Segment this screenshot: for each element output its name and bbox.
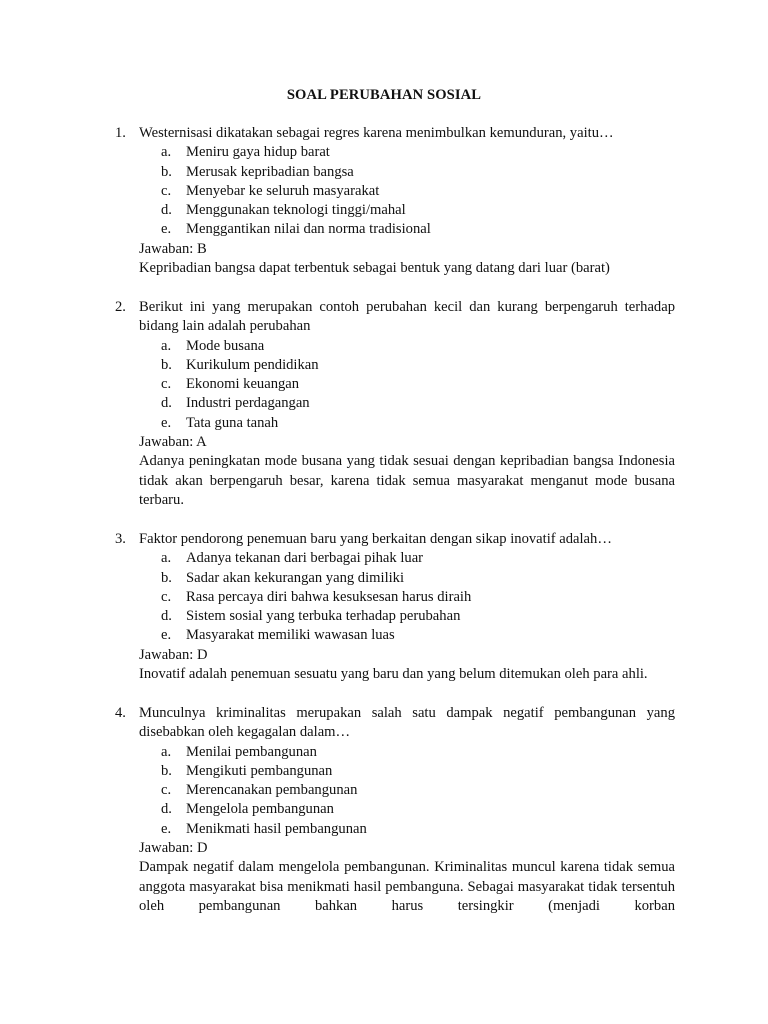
option-text: Tata guna tanah [186,414,279,431]
option-item [115,781,675,800]
option-text: Meniru gaya hidup barat [186,144,330,161]
option-text: Mengikuti pembangunan [186,762,333,779]
question-stem [115,298,675,337]
option-letter: e. [161,414,172,431]
option-text: Menggantikan nilai dan norma tradisional [186,221,431,238]
option-letter: e. [161,627,172,644]
question-text: Munculnya kriminalitas merupakan salah satu dampak negatif pembangunan yang disebabkan oleh kegagalan dalam… [139,705,675,741]
option-item [115,626,675,645]
option-text: Menilai pembangunan [186,743,317,760]
option-letter: a. [161,550,172,567]
option-item [115,182,675,201]
option-item [115,143,675,162]
option-letter: d. [161,801,172,818]
question-3 [115,530,675,684]
option-text: Mengelola pembangunan [186,801,334,818]
option-text: Merencanakan pembangunan [186,782,358,799]
option-list [115,743,675,839]
option-text: Menyebar ke seluruh masyarakat [186,182,380,199]
answer-label: Jawaban: B [139,240,207,257]
question-text: Faktor pendorong penemuan baru yang berkaitan dengan sikap inovatif adalah… [139,531,612,547]
option-list [115,337,675,433]
option-letter: a. [161,144,172,161]
question-number: 2. [115,299,126,315]
question-4 [115,704,675,916]
option-letter: d. [161,202,172,219]
answer-label: Jawaban: D [139,840,208,857]
option-item [115,569,675,588]
question-number: 3. [115,531,126,547]
answer-explanation: Kepribadian bangsa dapat terbentuk sebagai bentuk yang datang dari luar (barat) [139,260,610,277]
question-stem [115,704,675,743]
answer-label: Jawaban: D [139,646,208,663]
question-number: 1. [115,125,126,141]
option-list [115,143,675,239]
option-letter: e. [161,820,172,837]
option-text: Industri perdagangan [186,395,310,412]
question-1 [115,124,675,278]
option-text: Menikmati hasil pembangunan [186,820,367,837]
option-letter: b. [161,356,172,373]
option-text: Sistem sosial yang terbuka terhadap perubahan [186,608,461,625]
option-letter: c. [161,182,172,199]
option-item [115,220,675,239]
option-item [115,163,675,182]
option-letter: c. [161,588,172,605]
option-letter: e. [161,221,172,238]
option-item [115,394,675,413]
option-item [115,588,675,607]
question-2 [115,298,675,510]
question-number: 4. [115,705,126,721]
option-letter: b. [161,569,172,586]
option-item [115,375,675,394]
option-item [115,201,675,220]
option-item [115,607,675,626]
option-text: Masyarakat memiliki wawasan luas [186,627,395,644]
option-letter: a. [161,743,172,760]
option-item [115,800,675,819]
option-item [115,356,675,375]
answer-explanation: Inovatif adalah penemuan sesuatu yang baru dan yang belum ditemukan oleh para ahli. [139,666,648,683]
option-item [115,337,675,356]
option-item [115,743,675,762]
option-text: Merusak kepribadian bangsa [186,163,354,180]
option-text: Mode busana [186,337,265,354]
option-list [115,549,675,645]
option-letter: b. [161,163,172,180]
option-text: Adanya tekanan dari berbagai pihak luar [186,550,424,567]
option-letter: c. [161,376,172,393]
option-text: Kurikulum pendidikan [186,356,319,373]
option-letter: d. [161,608,172,625]
option-text: Ekonomi keuangan [186,376,300,393]
answer-explanation: Dampak negatif dalam mengelola pembangunan. Kriminalitas muncul karena tidak semua anggota masyarakat bisa menikmati hasil pembanguna. Sebagai masyarakat tidak tersentuh oleh pembangunan bahkan harus tersingkir (menjadi korban [139,859,675,914]
answer-label: Jawaban: A [139,434,207,451]
option-letter: c. [161,782,172,799]
option-text: Sadar akan kekurangan yang dimiliki [186,569,405,586]
answer-explanation: Adanya peningkatan mode busana yang tidak sesuai dengan kepribadian bangsa Indonesia tidak akan berpengaruh besar, karena tidak semua masyarakat menganut mode busana terbaru. [139,453,675,508]
option-text: Menggunakan teknologi tinggi/mahal [186,202,406,219]
option-letter: d. [161,395,172,412]
page-title: SOAL PERUBAHAN SOSIAL [286,87,482,103]
option-item [115,549,675,568]
option-text: Rasa percaya diri bahwa kesuksesan harus diraih [186,588,472,605]
question-stem [115,530,675,549]
question-stem [115,124,675,143]
question-text: Berikut ini yang merupakan contoh perubahan kecil dan kurang berpengaruh terhadap bidang lain adalah perubahan [139,299,675,335]
option-item [115,414,675,433]
option-item [115,762,675,781]
option-letter: a. [161,337,172,354]
option-item [115,820,675,839]
option-letter: b. [161,762,172,779]
question-text: Westernisasi dikatakan sebagai regres karena menimbulkan kemunduran, yaitu… [139,125,614,141]
